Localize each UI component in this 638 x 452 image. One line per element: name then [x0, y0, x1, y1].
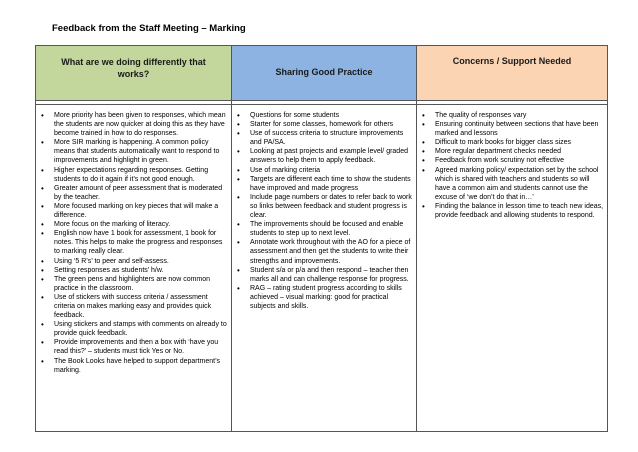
list-item: • Setting responses as students’ h/w. — [36, 266, 228, 275]
feedback-table — [35, 45, 608, 432]
list-item: • Starter for some classes, homework for others — [232, 120, 413, 129]
column-heading-what-works: What are we doing differently that works? — [61, 57, 206, 79]
list-item: • The quality of responses vary — [417, 111, 604, 120]
column-heading-concerns: Concerns / Support Needed — [452, 56, 572, 66]
list-item: • Looking at past projects and example level/ graded answers to help them to apply feedback. — [232, 147, 413, 165]
list-item: • Greater amount of peer assessment that is moderated by the teacher. — [36, 184, 228, 202]
list-item: • Use of success criteria to structure improvements and PA/SA. — [232, 129, 413, 147]
list-item: • Agreed marking policy/ expectation set by the school which is shared with teachers and students so will have a common aim and students cannot use the excuse of ‘we don’t do that in…’ — [417, 166, 604, 202]
list-item: • More focus on the marking of literacy. — [36, 220, 228, 229]
list-item: • The green pens and highlighters are now common practice in the classroom. — [36, 275, 228, 293]
bullet-list-good-practice — [232, 111, 416, 311]
column-heading-good-practice: Sharing Good Practice — [275, 67, 373, 77]
list-item: • Using ‘5 R’s’ to peer and self-assess. — [36, 257, 228, 266]
list-item: • English now have 1 book for assessment, 1 book for notes. This helps to make the progress and responses to marking really clear. — [36, 229, 228, 256]
body-row — [36, 105, 608, 432]
header-cell-concerns — [417, 46, 608, 101]
bullet-list-what-works — [36, 111, 231, 375]
list-item: • Use of marking criteria — [232, 166, 413, 175]
body-cell-concerns — [417, 105, 608, 432]
list-item: • RAG – rating student progress according to skills achieved – visual marking: good for practical subjects and skills. — [232, 284, 413, 311]
list-item: • The Book Looks have helped to support department’s marking. — [36, 357, 228, 375]
list-item: • Provide improvements and then a box with ‘have you read this?’ – students must tick Yes or No. — [36, 338, 228, 356]
list-item: • Ensuring continuity between sections that have been marked and lessons — [417, 120, 604, 138]
body-cell-good-practice — [232, 105, 417, 432]
list-item: • More focused marking on key pieces that will make a difference. — [36, 202, 228, 220]
list-item: • Feedback from work scrutiny not effective — [417, 156, 604, 165]
list-item: • The improvements should be focused and enable students to step up to next level. — [232, 220, 413, 238]
list-item: • Questions for some students — [232, 111, 413, 120]
list-item: • Difficult to mark books for bigger class sizes — [417, 138, 604, 147]
body-cell-what-works — [36, 105, 232, 432]
list-item: • Include page numbers or dates to refer back to work so links between feedback and student progress is clear. — [232, 193, 413, 220]
list-item: • Use of stickers with success criteria / assessment criteria on makes marking easy and provides quick feedback. — [36, 293, 228, 320]
list-item: • Higher expectations regarding responses. Getting students to do it again if it’s not good enough. — [36, 166, 228, 184]
header-row — [36, 46, 608, 101]
list-item: • More regular department checks needed — [417, 147, 604, 156]
page-title: Feedback from the Staff Meeting – Marking — [52, 23, 246, 34]
list-item: • Finding the balance in lesson time to teach new ideas, provide feedback and allowing students to respond. — [417, 202, 604, 220]
header-cell-good-practice — [232, 46, 417, 101]
list-item: • Using stickers and stamps with comments on already to provide quick feedback. — [36, 320, 228, 338]
list-item: • More priority has been given to responses, which mean the students are now quicker at doing this as they have become trained in how to do responses. — [36, 111, 228, 138]
header-cell-what-works — [36, 46, 232, 101]
list-item: • Targets are different each time to show the students have improved and made progress — [232, 175, 413, 193]
list-item: • Annotate work throughout with the AO for a piece of assessment and then get the students to write their strengths and improvements. — [232, 238, 413, 265]
list-item: • More SIR marking is happening. A common policy means that students automatically want to respond to improvements and highlight in green. — [36, 138, 228, 165]
list-item: • Student s/a or p/a and then respond – teacher then marks all and can challenge response for progress. — [232, 266, 413, 284]
bullet-list-concerns — [417, 111, 607, 220]
